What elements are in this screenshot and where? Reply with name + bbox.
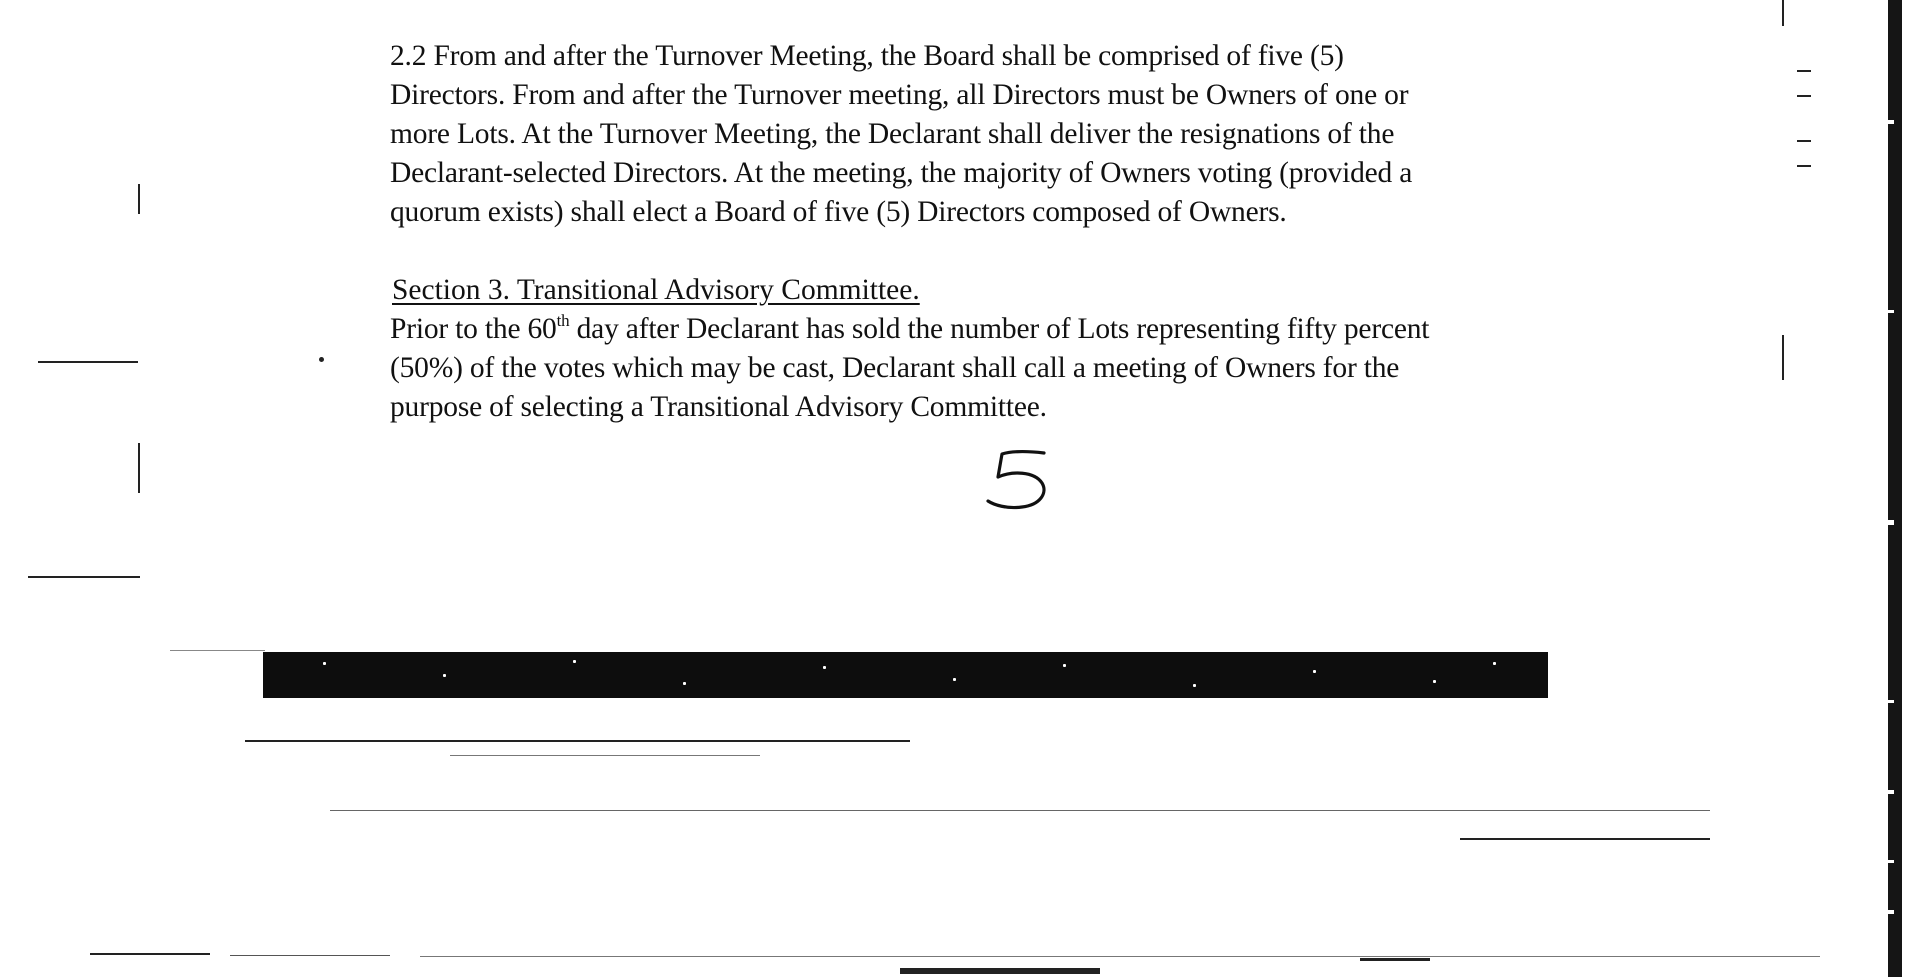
scan-speck <box>1063 664 1066 667</box>
scan-rule <box>90 953 210 955</box>
paragraph-line: (50%) of the votes which may be cast, Declarant shall call a meeting of Owners for the <box>390 352 1400 384</box>
paragraph-line: more Lots. At the Turnover Meeting, the Declarant shall deliver the resignations of the <box>390 118 1395 150</box>
scan-speck <box>1193 684 1196 687</box>
scan-rule <box>1360 958 1430 961</box>
scan-rule <box>1460 838 1710 840</box>
scan-speck <box>823 666 826 669</box>
paragraph-2-2 <box>390 37 1610 232</box>
scan-edge-shadow <box>1888 0 1902 977</box>
scan-rule <box>330 810 1710 811</box>
edge-notch <box>1888 120 1894 124</box>
ordinal-suffix: th <box>556 311 570 330</box>
paragraph-line: Declarant-selected Directors. At the meeting, the majority of Owners voting (provided a <box>390 157 1413 189</box>
margin-tick <box>138 443 140 493</box>
margin-dot <box>319 357 324 362</box>
edge-notch <box>1888 790 1894 794</box>
redaction-bar <box>263 652 1548 698</box>
paragraph-line: 2.2 From and after the Turnover Meeting, the Board shall be comprised of five (5) <box>390 40 1344 72</box>
scan-rule <box>245 740 910 742</box>
paragraph-line: Directors. From and after the Turnover meeting, all Directors must be Owners of one or <box>390 79 1409 111</box>
scan-rule <box>900 968 1100 974</box>
margin-rule <box>38 361 138 363</box>
scan-speck <box>1313 670 1316 673</box>
scan-speck <box>683 682 686 685</box>
margin-tick <box>138 184 140 214</box>
scan-rule <box>450 755 760 756</box>
scan-rule <box>420 956 1820 957</box>
scan-speck <box>1433 680 1436 683</box>
scan-speck <box>953 678 956 681</box>
margin-dash <box>1797 95 1811 97</box>
paragraph-line: purpose of selecting a Transitional Advisory Committee. <box>390 391 1047 423</box>
scan-speck <box>323 662 326 665</box>
edge-notch <box>1888 520 1894 525</box>
margin-dash <box>1797 165 1811 167</box>
text-fragment: Prior to the 60 <box>390 313 557 345</box>
scan-speck <box>573 660 576 663</box>
scan-rule <box>170 650 265 651</box>
edge-notch <box>1888 700 1894 703</box>
section-3-heading: Section 3. Transitional Advisory Committee. <box>392 274 920 306</box>
scan-rule <box>230 955 390 956</box>
text-fragment: day after Declarant has sold the number of Lots representing fifty percent <box>569 313 1430 345</box>
margin-dash <box>1797 140 1811 142</box>
edge-notch <box>1888 860 1894 863</box>
scan-speck <box>443 674 446 677</box>
section-3-body <box>390 310 1610 427</box>
edge-notch <box>1888 910 1894 914</box>
margin-dash <box>1797 70 1811 72</box>
paragraph-line: quorum exists) shall elect a Board of five (5) Directors composed of Owners. <box>390 196 1287 228</box>
handwritten-page-number <box>982 445 1062 515</box>
margin-rule <box>28 576 140 578</box>
scan-speck <box>1493 662 1496 665</box>
edge-notch <box>1888 310 1894 313</box>
margin-tick <box>1782 0 1784 26</box>
margin-tick <box>1782 335 1784 380</box>
paragraph-line <box>390 310 1610 349</box>
